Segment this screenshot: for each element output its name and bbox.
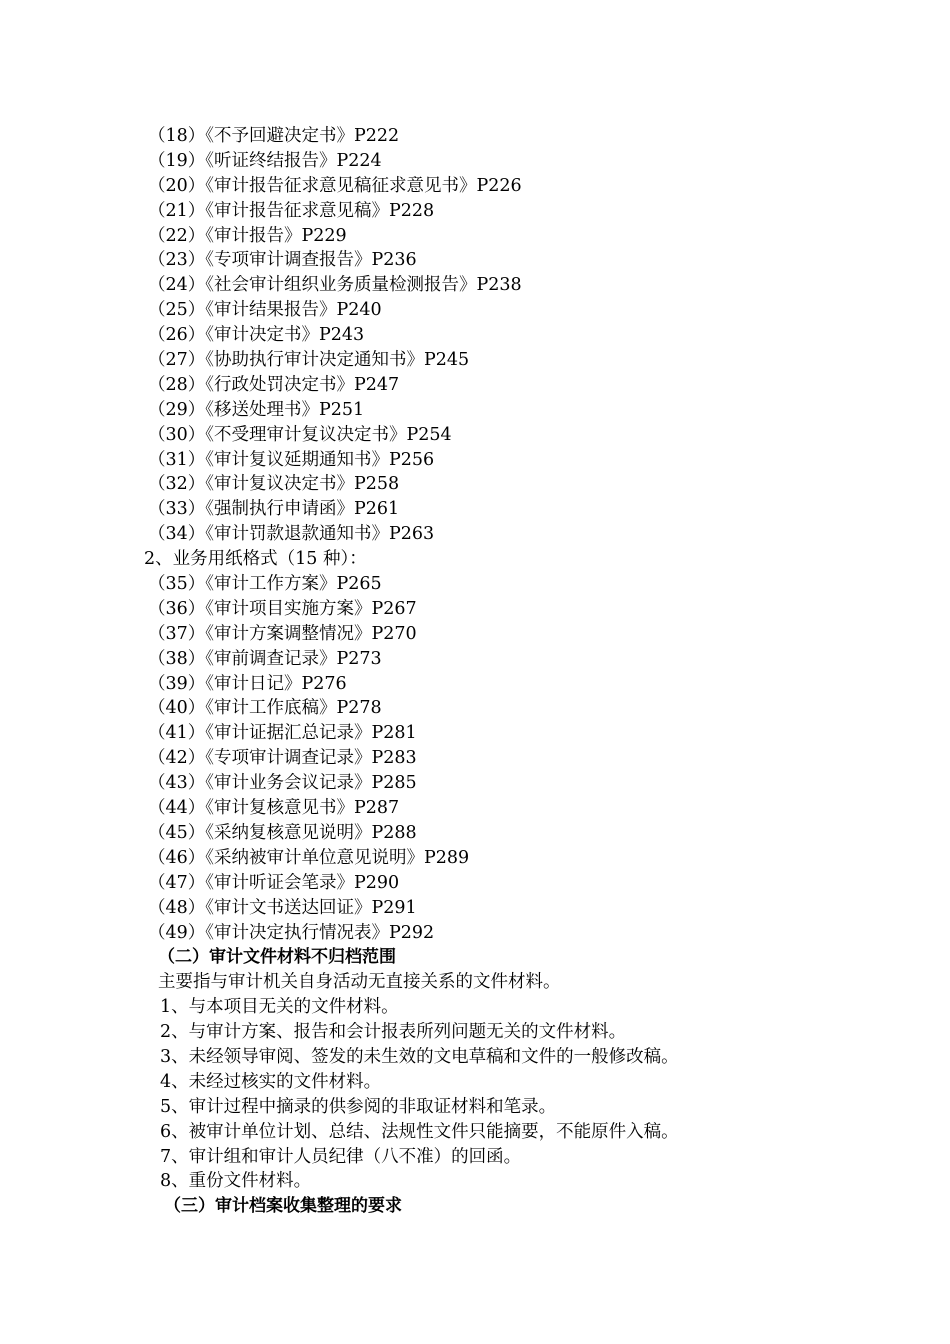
list-item: （33）《强制执行申请函》P261 — [148, 499, 400, 520]
list-item: （28）《行政处罚决定书》P247 — [148, 374, 400, 395]
list-item: （18）《不予回避决定书》P222 — [148, 126, 400, 146]
list-item: 2、与审计方案、报告和会计报表所列问题无关的文件材料。 — [160, 1022, 627, 1043]
list-item: 8、重份文件材料。 — [160, 1171, 312, 1192]
list-item: 4、未经过核实的文件材料。 — [160, 1071, 382, 1092]
list-item: （36）《审计项目实施方案》P267 — [148, 598, 417, 619]
list-item: （49）《审计决定执行情况表》P292 — [148, 922, 435, 943]
list-item: 5、审计过程中摘录的供参阅的非取证材料和笔录。 — [160, 1096, 557, 1117]
list-item: （38）《审前调查记录》P273 — [148, 648, 382, 669]
list-item: （20）《审计报告征求意见稿征求意见书》P226 — [148, 175, 522, 196]
section-heading-not-archived: （二）审计文件材料不归档范围 — [158, 947, 396, 968]
list-item: （19）《听证终结报告》P224 — [148, 150, 382, 171]
list-item: （23）《专项审计调查报告》P236 — [148, 250, 417, 271]
document-body — [144, 124, 908, 1219]
list-item: （39）《审计日记》P276 — [148, 673, 347, 694]
list-item: （35）《审计工作方案》P265 — [148, 574, 382, 595]
list-item: （21）《审计报告征求意见稿》P228 — [148, 200, 435, 221]
list-item: （26）《审计决定书》P243 — [148, 325, 365, 346]
list-item: （34）《审计罚款退款通知书》P263 — [148, 524, 435, 545]
list-item: （22）《审计报告》P229 — [148, 225, 347, 246]
list-item: 3、未经领导审阅、签发的未生效的文电草稿和文件的一般修改稿。 — [160, 1046, 679, 1067]
list-item: 6、被审计单位计划、总结、法规性文件只能摘要，不能原件入稿。 — [160, 1121, 679, 1142]
list-item: （24）《社会审计组织业务质量检测报告》P238 — [148, 275, 522, 296]
list-item: （37）《审计方案调整情况》P270 — [148, 623, 417, 644]
list-item: （48）《审计文书送达回证》P291 — [148, 897, 417, 918]
list-item: （45）《采纳复核意见说明》P288 — [148, 822, 417, 843]
list-item: 7、审计组和审计人员纪律（八不准）的回函。 — [160, 1146, 522, 1167]
list-item: （44）《审计复核意见书》P287 — [148, 798, 400, 819]
list-item: （31）《审计复议延期通知书》P256 — [148, 449, 435, 470]
list-item: （41）《审计证据汇总记录》P281 — [148, 723, 417, 744]
list-item: （46）《采纳被审计单位意见说明》P289 — [148, 847, 470, 868]
list-item: （32）《审计复议决定书》P258 — [148, 474, 400, 495]
list-item: （25）《审计结果报告》P240 — [148, 300, 382, 321]
section-intro: 主要指与审计机关自身活动无直接关系的文件材料。 — [158, 972, 561, 993]
list-item: （43）《审计业务会议记录》P285 — [148, 773, 417, 794]
list-item: （27）《协助执行审计决定通知书》P245 — [148, 350, 470, 371]
list-item: 1、与本项目无关的文件材料。 — [160, 997, 399, 1018]
list-item: （30）《不受理审计复议决定书》P254 — [148, 424, 452, 445]
subheading-business-forms: 2、业务用纸格式（15 种）： — [144, 549, 367, 570]
list-item: （47）《审计听证会笔录》P290 — [148, 872, 400, 893]
list-item: （29）《移送处理书》P251 — [148, 399, 365, 420]
section-heading-collection-requirements: （三）审计档案收集整理的要求 — [164, 1196, 402, 1217]
list-item: （40）《审计工作底稿》P278 — [148, 698, 382, 719]
list-item: （42）《专项审计调查记录》P283 — [148, 748, 417, 769]
